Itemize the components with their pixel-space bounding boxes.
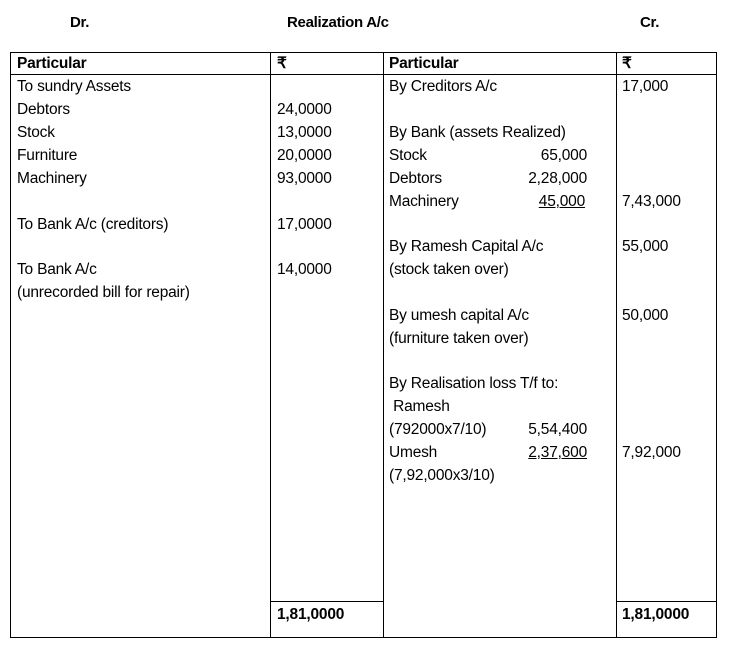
- debit-asset-amount: 24,0000: [277, 101, 332, 118]
- debit-asset-label: Furniture: [17, 147, 78, 164]
- column-divider: [383, 53, 384, 637]
- debit-bank-repair-note: (unrecorded bill for repair): [17, 284, 190, 301]
- debit-bank-repair-label: To Bank A/c: [17, 261, 97, 278]
- credit-ramesh-capital-label: By Ramesh Capital A/c: [389, 238, 544, 255]
- credit-total: 1,81,0000: [622, 606, 690, 623]
- credit-loss-ramesh-label: Ramesh: [389, 398, 450, 415]
- credit-realisation-loss-total: 7,92,000: [622, 444, 681, 461]
- debit-total: 1,81,0000: [277, 606, 345, 623]
- total-divider-left: [270, 601, 383, 602]
- debit-asset-amount: 20,0000: [277, 147, 332, 164]
- credit-loss-umesh-amount: 2,37,600: [528, 444, 587, 461]
- debit-asset-amount: 93,0000: [277, 170, 332, 187]
- credit-creditors-label: By Creditors A/c: [389, 78, 497, 95]
- credit-bank-item-amount: 45,000: [538, 193, 585, 210]
- credit-realisation-loss-label: By Realisation loss T/f to:: [389, 375, 559, 392]
- credit-bank-assets-label: By Bank (assets Realized): [389, 124, 566, 141]
- debit-label: Dr.: [70, 14, 90, 31]
- account-title: Realization A/c: [287, 14, 389, 31]
- credit-bank-item-amount: 2,28,000: [528, 170, 587, 187]
- debit-asset-label: Debtors: [17, 101, 70, 118]
- credit-umesh-capital-note: (furniture taken over): [389, 330, 529, 347]
- credit-bank-assets-total: 7,43,000: [622, 193, 681, 210]
- debit-bank-creditors-amount: 17,0000: [277, 216, 332, 233]
- debit-asset-label: Machinery: [17, 170, 87, 187]
- credit-creditors-amount: 17,000: [622, 78, 669, 95]
- credit-ramesh-capital-amount: 55,000: [622, 238, 669, 255]
- credit-ramesh-capital-note: (stock taken over): [389, 261, 509, 278]
- column-header-amount-credit: ₹: [622, 55, 632, 72]
- credit-loss-ramesh-calc: (792000x7/10): [389, 421, 487, 438]
- debit-sundry-assets: To sundry Assets: [17, 78, 131, 95]
- debit-asset-amount: 13,0000: [277, 124, 332, 141]
- credit-umesh-capital-amount: 50,000: [622, 307, 669, 324]
- column-divider: [270, 53, 271, 637]
- credit-bank-item-label: Debtors: [389, 170, 442, 187]
- credit-loss-ramesh-amount: 5,54,400: [528, 421, 587, 438]
- credit-bank-item-amount: 65,000: [540, 147, 587, 164]
- column-header-particular-debit: Particular: [17, 55, 87, 72]
- credit-loss-umesh-calc: (7,92,000x3/10): [389, 467, 495, 484]
- column-header-particular-credit: Particular: [389, 55, 459, 72]
- total-divider-right: [616, 601, 716, 602]
- realization-account-table: [10, 52, 717, 638]
- credit-loss-umesh-label: Umesh: [389, 444, 438, 461]
- credit-bank-item-label: Stock: [389, 147, 427, 164]
- credit-bank-item-label: Machinery: [389, 193, 459, 210]
- credit-umesh-capital-label: By umesh capital A/c: [389, 307, 529, 324]
- debit-asset-label: Stock: [17, 124, 55, 141]
- debit-bank-repair-amount: 14,0000: [277, 261, 332, 278]
- debit-bank-creditors-label: To Bank A/c (creditors): [17, 216, 169, 233]
- column-header-amount-debit: ₹: [277, 55, 287, 72]
- credit-label: Cr.: [640, 14, 660, 31]
- column-divider: [616, 53, 617, 637]
